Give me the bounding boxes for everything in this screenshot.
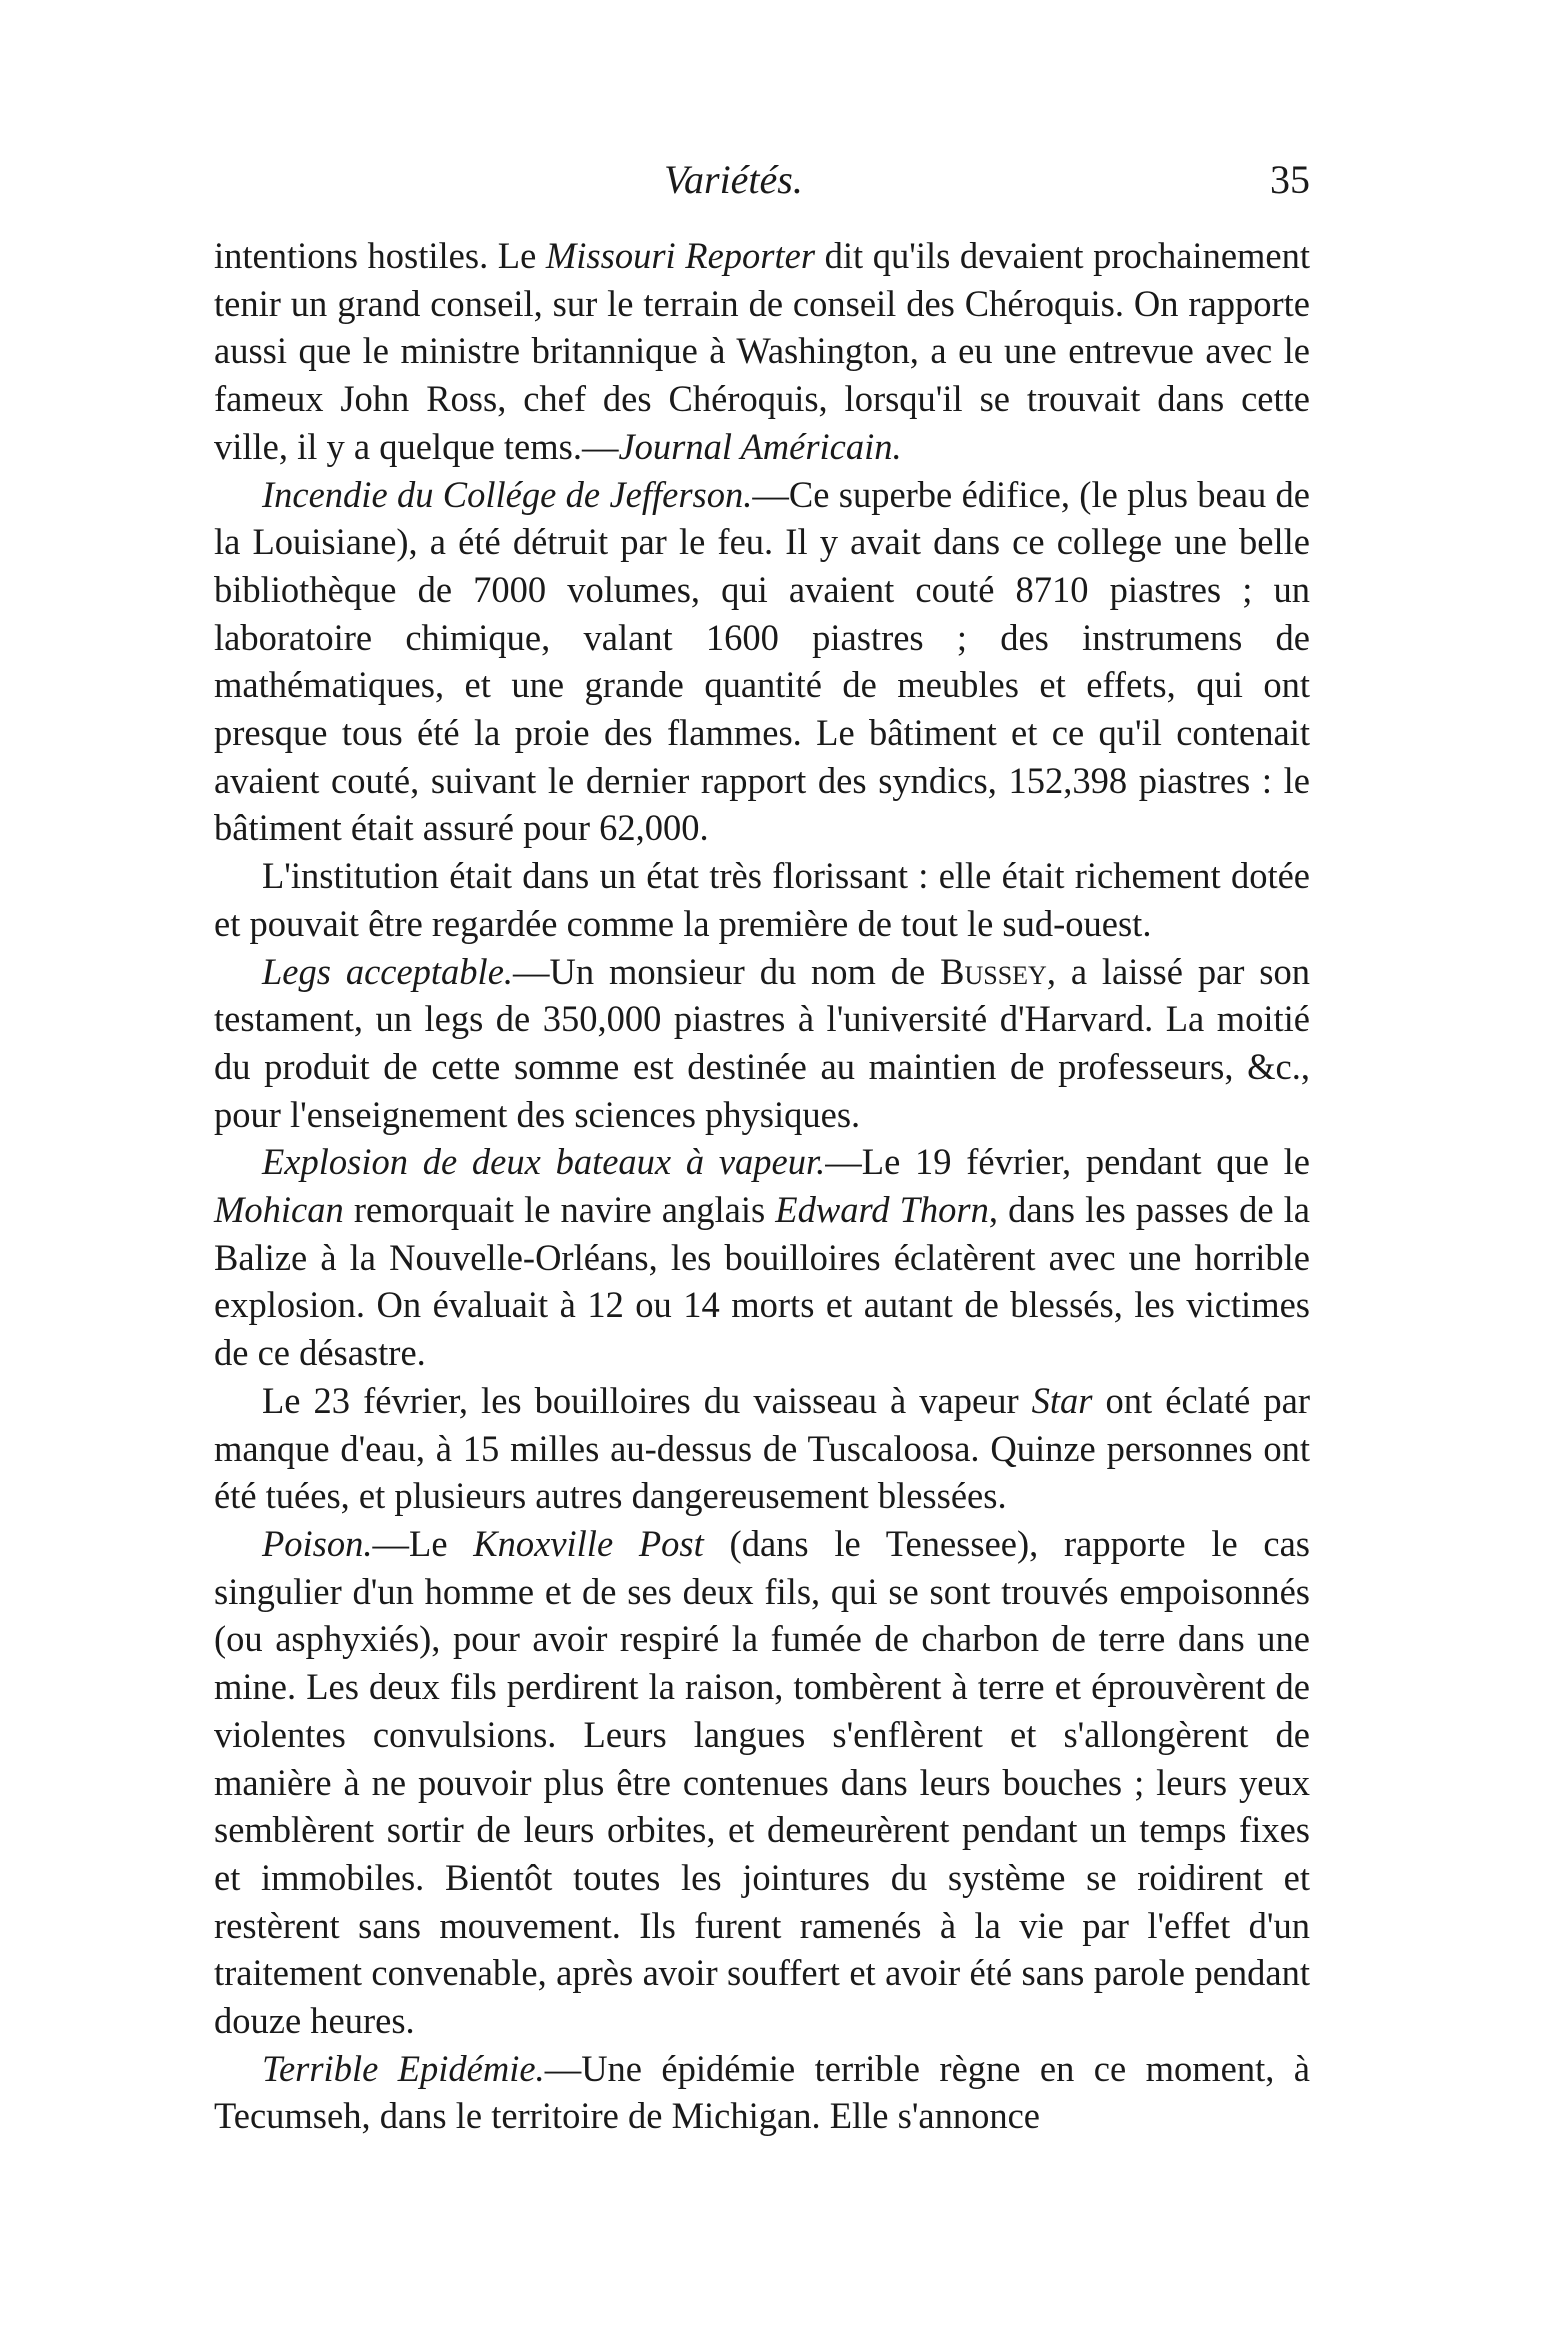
paragraph	[214, 852, 1310, 947]
italic-run: Legs acceptable.	[262, 950, 514, 992]
text-run: (dans le Tenessee), rapporte le cas singulier d'un homme et de ses deux fils, qui se sont trouvés empoisonnés (ou asphyxiés), pour avoir respiré la fumée de charbon de terre dans une mine. Les deux fils perdirent la raison, tombèrent à terre et éprouvèrent de violentes convulsions. Leurs langues s'enflèrent et s'allongèrent de manière à ne pouvoir plus être contenues dans leurs bouches ; leurs yeux semblèrent sortir de leurs orbites, et demeurèrent pendant un temps fixes et immobiles. Bientôt toutes les jointures du système se roidirent et restèrent sans mouvement. Ils furent ramenés à la vie par l'effet d'un traitement convenable, après avoir souffert et avoir été sans parole pendant douze heures.	[214, 1522, 1311, 2042]
text-run: —Le	[372, 1522, 474, 1564]
paragraph	[214, 232, 1310, 471]
paragraph	[214, 2045, 1310, 2140]
small-caps-run: Bussey	[940, 950, 1047, 992]
paragraph	[214, 471, 1310, 853]
italic-run: Terrible Epidémie.	[262, 2047, 545, 2089]
book-page	[214, 150, 1310, 2140]
italic-run: Edward Thorn	[775, 1189, 989, 1231]
text-run: —Un monsieur du nom de	[513, 950, 941, 992]
text-run: Le 23 février, les bouilloires du vaisseau à vapeur	[262, 1379, 1032, 1421]
text-run: intentions hostiles. Le	[214, 235, 546, 276]
italic-run: Missouri Reporter	[545, 235, 816, 276]
body-text	[214, 232, 1310, 2140]
paragraph	[214, 1377, 1310, 1520]
paragraph	[214, 1138, 1310, 1377]
paragraph	[214, 948, 1310, 1139]
text-run: L'institution était dans un état très florissant : elle était richement dotée et pouvait être regardée comme la première de tout le sud-ouest.	[214, 855, 1310, 944]
text-run: ont éclaté par manque d'eau, à 15 milles au-dessus de Tuscaloosa. Quinze personnes ont été tuées, et plusieurs autres dangereusement blessées.	[214, 1379, 1310, 1517]
text-run: dit qu'ils devaient prochainement tenir un grand conseil, sur le terrain de conseil des Chéroquis. On rapporte aussi que le ministre britannique à Washington, a eu une entrevue avec le fameux John Ross, chef des Chéroquis, lorsqu'il se trouvait dans cette ville, il y a quelque tems.—	[214, 235, 1310, 467]
italic-run: Incendie du Collége de Jefferson.	[262, 473, 753, 515]
italic-run: Journal Américain.	[618, 425, 902, 467]
paragraph	[214, 1520, 1310, 2045]
text-run: —Ce superbe édifice, (le plus beau de la Louisiane), a été détruit par le feu. Il y avait dans ce college une belle bibliothèque de 7000 volumes, qui avaient couté 8710 piastres ; un laboratoire chimique, valant 1600 piastres ; des instrumens de mathématiques, et une grande quantité de meubles et effets, qui ont presque tous été la proie des flammes. Le bâtiment et ce qu'il contenait avaient couté, suivant le dernier rapport des syndics, 152,398 piastres : le bâtiment était assuré pour 62,000.	[214, 473, 1310, 849]
text-run: remorquait le navire anglais	[343, 1189, 776, 1231]
italic-run: Knoxville Post	[473, 1522, 704, 1564]
text-run: , dans les passes de la Balize à la Nouvelle-Orléans, les bouilloires éclatèrent avec une horrible explosion. On évaluait à 12 ou 14 morts et autant de blessés, les victimes de ce désastre.	[214, 1189, 1310, 1374]
italic-run: Star	[1031, 1379, 1093, 1421]
italic-run: Mohican	[214, 1189, 344, 1231]
text-run: , a laissé par son testament, un legs de 350,000 piastres à l'université d'Harvard. La moitié du produit de cette somme est destinée au maintien de professeurs, &c., pour l'enseignement des sciences physiques.	[214, 950, 1310, 1135]
running-title: Variétés.	[664, 157, 803, 202]
text-run: —Le 19 février, pendant que le	[825, 1141, 1310, 1183]
text-run: —Une épidémie terrible règne en ce moment, à Tecumseh, dans le territoire de Michigan. Elle s'annonce	[214, 2047, 1310, 2137]
page-header	[214, 150, 1310, 210]
page-number: 35	[1270, 157, 1310, 202]
italic-run: Poison.	[262, 1522, 373, 1564]
italic-run: Explosion de deux bateaux à vapeur.	[262, 1141, 826, 1183]
